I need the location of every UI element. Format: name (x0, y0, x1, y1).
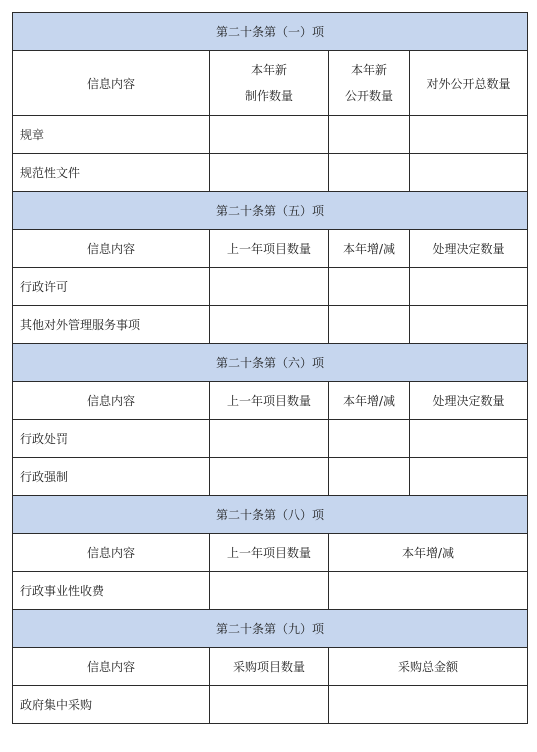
column-header-row (13, 648, 528, 686)
row-label: 其他对外管理服务事项 (13, 306, 210, 344)
column-header-row (13, 51, 528, 116)
section-title: 第二十条第（九）项 (13, 610, 528, 648)
section-title: 第二十条第（六）项 (13, 344, 528, 382)
table-cell[interactable] (210, 572, 329, 610)
column-header-change: 本年增/减 (329, 382, 410, 420)
column-header-change: 本年增/减 (329, 534, 528, 572)
column-header-row (13, 534, 528, 572)
column-header-prev-year-count: 上一年项目数量 (210, 382, 329, 420)
table-row (13, 268, 528, 306)
table-cell[interactable] (410, 116, 528, 154)
column-header-procurement-amount: 采购总金额 (329, 648, 528, 686)
column-header-decision-count: 处理决定数量 (410, 230, 528, 268)
row-label: 行政事业性收费 (13, 572, 210, 610)
table-cell[interactable] (329, 306, 410, 344)
table-cell[interactable] (329, 116, 410, 154)
row-label: 规范性文件 (13, 154, 210, 192)
table-cell[interactable] (210, 154, 329, 192)
table-cell[interactable] (410, 268, 528, 306)
column-header-change: 本年增/减 (329, 230, 410, 268)
column-header-new-produced: 本年新 制作数量 (210, 51, 329, 116)
table-cell[interactable] (210, 306, 329, 344)
table-row (13, 686, 528, 724)
section-header-row (13, 13, 528, 51)
column-header-procurement-count: 采购项目数量 (210, 648, 329, 686)
column-header-total-published: 对外公开总数量 (410, 51, 528, 116)
section-header-row (13, 610, 528, 648)
column-header-row (13, 230, 528, 268)
column-header-prev-year-count: 上一年项目数量 (210, 230, 329, 268)
column-header-info: 信息内容 (13, 648, 210, 686)
table-cell[interactable] (210, 116, 329, 154)
section-header-row (13, 344, 528, 382)
row-label: 行政许可 (13, 268, 210, 306)
table-cell[interactable] (329, 154, 410, 192)
table-row (13, 420, 528, 458)
table-cell[interactable] (329, 572, 528, 610)
table-cell[interactable] (410, 458, 528, 496)
table-cell[interactable] (210, 686, 329, 724)
column-header-prev-year-count: 上一年项目数量 (210, 534, 329, 572)
column-header-new-published: 本年新 公开数量 (329, 51, 410, 116)
row-label: 政府集中采购 (13, 686, 210, 724)
column-header-row (13, 382, 528, 420)
column-header-info: 信息内容 (13, 230, 210, 268)
table-cell[interactable] (210, 458, 329, 496)
table-row (13, 306, 528, 344)
table-cell[interactable] (329, 686, 528, 724)
table-cell[interactable] (210, 420, 329, 458)
table-cell[interactable] (329, 420, 410, 458)
section-header-row (13, 496, 528, 534)
row-label: 行政强制 (13, 458, 210, 496)
disclosure-statistics-table (12, 12, 528, 724)
table-cell[interactable] (410, 420, 528, 458)
section-title: 第二十条第（五）项 (13, 192, 528, 230)
table-cell[interactable] (329, 268, 410, 306)
table-row (13, 572, 528, 610)
table-cell[interactable] (410, 306, 528, 344)
table-row (13, 458, 528, 496)
section-title: 第二十条第（一）项 (13, 13, 528, 51)
column-header-decision-count: 处理决定数量 (410, 382, 528, 420)
section-title: 第二十条第（八）项 (13, 496, 528, 534)
table-cell[interactable] (410, 154, 528, 192)
section-header-row (13, 192, 528, 230)
table-row (13, 154, 528, 192)
row-label: 行政处罚 (13, 420, 210, 458)
column-header-info: 信息内容 (13, 534, 210, 572)
column-header-info: 信息内容 (13, 382, 210, 420)
table-cell[interactable] (210, 268, 329, 306)
column-header-info: 信息内容 (13, 51, 210, 116)
row-label: 规章 (13, 116, 210, 154)
table-row (13, 116, 528, 154)
table-cell[interactable] (329, 458, 410, 496)
